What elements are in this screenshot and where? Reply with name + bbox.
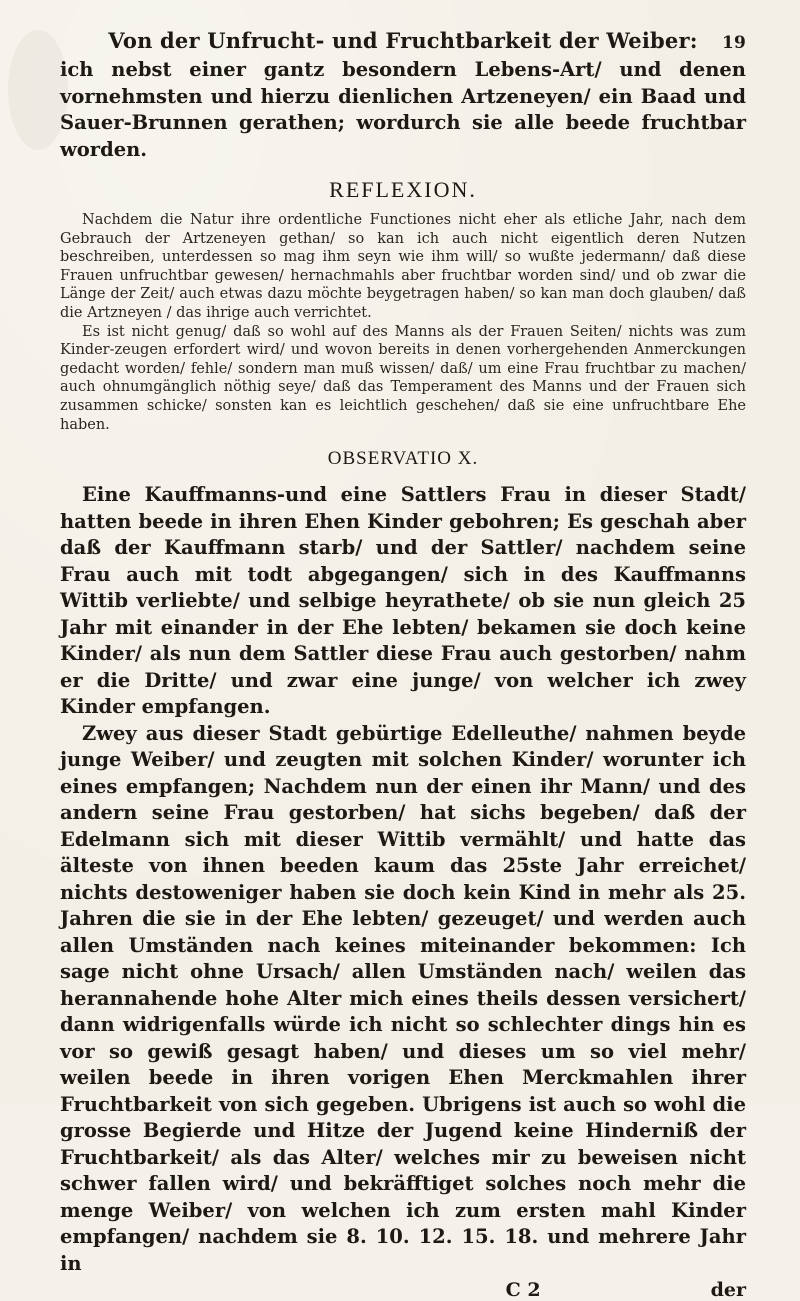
observatio-paragraph-1: Eine Kauffmanns-und eine Sattlers Frau in dieser Stadt/ hatten beede in ihren Ehen Kinder gebohren; Es geschah aber daß der Kauffmann starb/ und der Sattler/ nachdem seine Frau auch mit todt abgegangen/ sich in des Kauffmanns Wittib verliebte/ und selbige heyrathete/ ob sie nun gleich 25 Jahr mit einander in der Ehe lebten/ bekamen sie doch keine Kinder/ als nun dem Sattler diese Frau auch gestorben/ nahm er die Dritte/ und zwar eine junge/ von welcher ich zwey Kinder empfangen. [60,483,746,719]
catchword: der [710,1279,746,1301]
reflexion-paragraph-1: Nachdem die Natur ihre ordentliche Functiones nicht eher als etliche Jahr, nach dem Gebrauch der Artzeneyen gethan/ so kan ich auch nicht eigentlich deren Nutzen beschreiben, unterdessen so mag ihm seyn wie ihm will/ so wußte jedermann/ daß diese Frauen unfruchtbar gewesen/ hernachmahls aber fruchtbar worden sind/ und ob zwar die Länge der Zeit/ auch etwas dazu möchte beygetragen haben/ so kan man doch glauben/ daß die Artzneyen / das ihrige auch verrichtet. [60,212,746,321]
reflexion-heading: REFLEXION. [329,177,477,202]
running-head-title: Von der Unfrucht- und Fruchtbarkeit der Weiber: [108,28,698,53]
intro-paragraph: ich nebst einer gantz besondern Lebens-Art/ und denen vornehmsten und hierzu dienlichen Artzeneyen/ ein Baad und Sauer-Brunnen gerathen; wordurch sie alle beede fruchtbar worden. [60,58,746,161]
observatio-heading: OBSERVATIO X. [327,448,479,470]
reflexion-paragraph-2: Es ist nicht genug/ daß so wohl auf des Manns als der Frauen Seiten/ nichts was zum Kinder-zeugen erfordert wird/ und wovon bereits in denen vorhergehenden Anmerckungen gedacht worden/ fehle/ sondern man muß wissen/ daß/ um eine Frau fruchtbar zu machen/ auch ohnumgänglich nöthig seye/ daß das Temperament des Manns und der Frauen sich zusammen schicke/ sonsten kan es leichtlich geschehen/ daß sie eine unfruchtbare Ehe haben. [60,323,746,433]
page-footer [60,1279,746,1301]
running-head [60,28,746,53]
observatio-paragraph-2: Zwey aus dieser Stadt gebürtige Edelleuthe/ nahmen beyde junge Weiber/ und zeugten mit solchen Kinder/ worunter ich eines empfangen; Nachdem nun der einen ihr Mann/ und des andern seine Frau gestorben/ hat sichs begeben/ daß der Edelmann sich mit dieser Wittib vermählt/ und hatte das älteste von ihnen beeden kaum das 25ste Jahr erreichet/ nichts destoweniger haben sie doch kein Kind in mehr als 25. Jahren die sie in der Ehe lebten/ gezeuget/ und werden auch allen Umständen nach keines miteinander bekommen: Ich sage nicht ohne Ursach/ allen Umständen nach/ weilen das herannahende hohe Alter mich eines theils dessen versichert/ dann widrigenfalls würde ich nicht so schlechter dings hin es vor so gewiß gesagt haben/ und dieses um so viel mehr/ weilen beede in ihren vorigen Ehen Merckmahlen ihrer Fruchtbarkeit von sich gegeben. Ubrigens ist auch so wohl die grosse Begierde und Hitze der Jugend keine Hinderniß der Fruchtbarkeit/ als das Alter/ welches mir zu beweisen nicht schwer fallen wird/ und bekräfftiget solches noch mehr die menge Weiber/ von welchen ich zum ersten mahl Kinder empfangen/ nachdem sie 8. 10. 12. 15. 18. und mehrere Jahr in [60,721,746,1275]
signature-mark: C 2 [505,1279,541,1301]
paper-stain [8,30,68,150]
page-number: 19 [721,33,746,53]
